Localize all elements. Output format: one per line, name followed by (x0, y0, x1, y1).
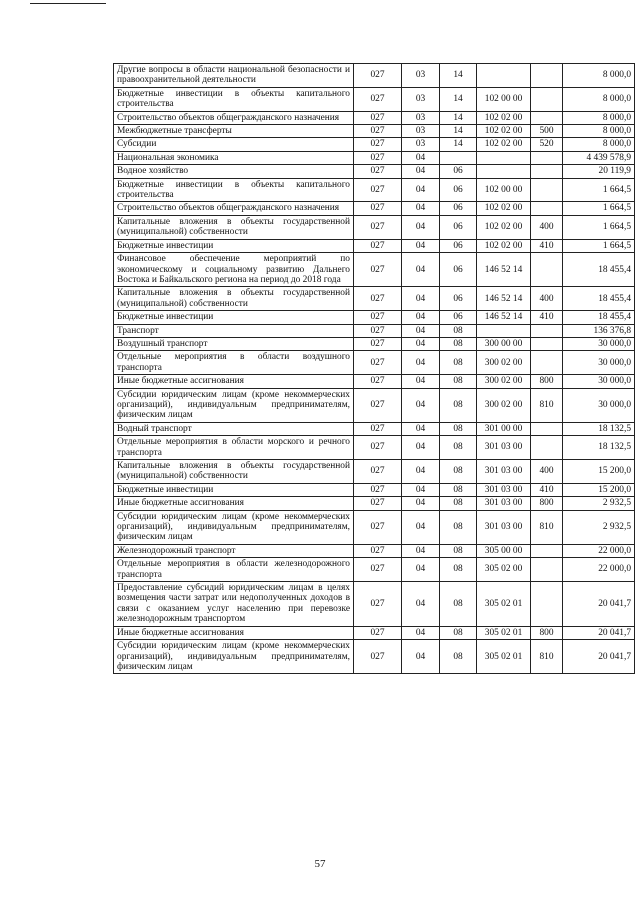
amount: 4 439 578,9 (563, 151, 635, 164)
subsection-code: 08 (440, 558, 477, 582)
target-article-code: 301 03 00 (477, 483, 531, 496)
section-code: 04 (402, 151, 440, 164)
section-code: 03 (402, 111, 440, 124)
target-article-code: 102 00 00 (477, 87, 531, 111)
section-code: 04 (402, 483, 440, 496)
table-row (114, 351, 635, 375)
target-article-code (477, 324, 531, 337)
expense-type-code (531, 422, 563, 435)
expense-type-code: 520 (531, 138, 563, 151)
target-article-code: 146 52 14 (477, 311, 531, 324)
row-name: Бюджетные инвестиции (114, 311, 354, 324)
section-code: 04 (402, 287, 440, 311)
section-code: 03 (402, 125, 440, 138)
amount: 1 664,5 (563, 239, 635, 252)
amount: 8 000,0 (563, 138, 635, 151)
table-row (114, 215, 635, 239)
ministry-code: 027 (354, 215, 402, 239)
subsection-code: 14 (440, 111, 477, 124)
target-article-code: 301 03 00 (477, 510, 531, 544)
ministry-code: 027 (354, 287, 402, 311)
amount: 30 000,0 (563, 351, 635, 375)
budget-table (113, 63, 635, 674)
section-code: 04 (402, 253, 440, 287)
ministry-code: 027 (354, 422, 402, 435)
table-row (114, 388, 635, 422)
target-article-code: 146 52 14 (477, 287, 531, 311)
section-code: 04 (402, 510, 440, 544)
expense-type-code (531, 544, 563, 557)
expense-type-code: 810 (531, 388, 563, 422)
expense-type-code: 400 (531, 460, 563, 484)
row-name: Воздушный транспорт (114, 337, 354, 350)
target-article-code: 102 02 00 (477, 111, 531, 124)
expense-type-code (531, 64, 563, 88)
section-code: 04 (402, 558, 440, 582)
target-article-code: 102 00 00 (477, 178, 531, 202)
subsection-code: 14 (440, 125, 477, 138)
amount: 8 000,0 (563, 87, 635, 111)
table-row (114, 337, 635, 350)
section-code: 04 (402, 582, 440, 627)
subsection-code: 08 (440, 422, 477, 435)
expense-type-code (531, 165, 563, 178)
table-row (114, 422, 635, 435)
ministry-code: 027 (354, 460, 402, 484)
target-article-code (477, 64, 531, 88)
subsection-code: 08 (440, 337, 477, 350)
row-name: Национальная экономика (114, 151, 354, 164)
amount: 1 664,5 (563, 215, 635, 239)
expense-type-code: 500 (531, 125, 563, 138)
ministry-code: 027 (354, 64, 402, 88)
ministry-code: 027 (354, 640, 402, 674)
subsection-code: 06 (440, 165, 477, 178)
subsection-code: 08 (440, 351, 477, 375)
table-row (114, 287, 635, 311)
row-name: Субсидии юридическим лицам (кроме некоммерческих организаций), индивидуальным предпринимателям, физическим лицам (114, 640, 354, 674)
ministry-code: 027 (354, 324, 402, 337)
amount: 22 000,0 (563, 558, 635, 582)
row-name: Бюджетные инвестиции (114, 239, 354, 252)
subsection-code: 08 (440, 324, 477, 337)
ministry-code: 027 (354, 337, 402, 350)
row-name: Отдельные мероприятия в области воздушного транспорта (114, 351, 354, 375)
amount: 2 932,5 (563, 497, 635, 510)
target-article-code: 102 02 00 (477, 202, 531, 215)
ministry-code: 027 (354, 125, 402, 138)
amount: 1 664,5 (563, 178, 635, 202)
subsection-code: 08 (440, 510, 477, 544)
ministry-code: 027 (354, 202, 402, 215)
expense-type-code: 400 (531, 287, 563, 311)
subsection-code: 06 (440, 311, 477, 324)
expense-type-code (531, 151, 563, 164)
table-row (114, 324, 635, 337)
row-name: Транспорт (114, 324, 354, 337)
subsection-code: 08 (440, 436, 477, 460)
row-name: Капитальные вложения в объекты государственной (муниципальной) собственности (114, 287, 354, 311)
section-code: 04 (402, 422, 440, 435)
expense-type-code (531, 178, 563, 202)
subsection-code: 08 (440, 483, 477, 496)
subsection-code: 08 (440, 388, 477, 422)
row-name: Строительство объектов общегражданского назначения (114, 202, 354, 215)
target-article-code: 102 02 00 (477, 239, 531, 252)
expense-type-code: 410 (531, 311, 563, 324)
expense-type-code (531, 87, 563, 111)
ministry-code: 027 (354, 151, 402, 164)
amount: 30 000,0 (563, 337, 635, 350)
target-article-code (477, 165, 531, 178)
expense-type-code: 800 (531, 375, 563, 388)
amount: 18 132,5 (563, 436, 635, 460)
expense-type-code: 800 (531, 497, 563, 510)
row-name: Строительство объектов общегражданского назначения (114, 111, 354, 124)
section-code: 03 (402, 87, 440, 111)
subsection-code: 14 (440, 87, 477, 111)
target-article-code (477, 151, 531, 164)
amount: 15 200,0 (563, 483, 635, 496)
target-article-code: 301 00 00 (477, 422, 531, 435)
section-code: 04 (402, 626, 440, 639)
row-name: Бюджетные инвестиции в объекты капитального строительства (114, 178, 354, 202)
row-name: Субсидии юридическим лицам (кроме некоммерческих организаций), индивидуальным предпринимателям, физическим лицам (114, 510, 354, 544)
ministry-code: 027 (354, 388, 402, 422)
subsection-code: 06 (440, 215, 477, 239)
target-article-code: 146 52 14 (477, 253, 531, 287)
ministry-code: 027 (354, 626, 402, 639)
row-name: Бюджетные инвестиции в объекты капитального строительства (114, 87, 354, 111)
table-row (114, 151, 635, 164)
target-article-code: 305 02 01 (477, 626, 531, 639)
ministry-code: 027 (354, 239, 402, 252)
subsection-code: 06 (440, 239, 477, 252)
section-code: 04 (402, 324, 440, 337)
target-article-code: 301 03 00 (477, 497, 531, 510)
page-number: 57 (314, 858, 326, 870)
ministry-code: 027 (354, 253, 402, 287)
expense-type-code: 810 (531, 640, 563, 674)
ministry-code: 027 (354, 558, 402, 582)
section-code: 04 (402, 165, 440, 178)
expense-type-code (531, 202, 563, 215)
subsection-code: 08 (440, 375, 477, 388)
target-article-code: 102 02 00 (477, 125, 531, 138)
section-code: 04 (402, 178, 440, 202)
ministry-code: 027 (354, 178, 402, 202)
amount: 1 664,5 (563, 202, 635, 215)
table-row (114, 111, 635, 124)
ministry-code: 027 (354, 436, 402, 460)
row-name: Иные бюджетные ассигнования (114, 375, 354, 388)
row-name: Водное хозяйство (114, 165, 354, 178)
target-article-code: 300 00 00 (477, 337, 531, 350)
amount: 8 000,0 (563, 125, 635, 138)
subsection-code: 06 (440, 202, 477, 215)
amount: 8 000,0 (563, 64, 635, 88)
section-code: 04 (402, 239, 440, 252)
table-row (114, 460, 635, 484)
expense-type-code: 810 (531, 510, 563, 544)
table-row (114, 497, 635, 510)
amount: 30 000,0 (563, 375, 635, 388)
section-code: 04 (402, 337, 440, 350)
table-row (114, 138, 635, 151)
section-code: 04 (402, 202, 440, 215)
table-row (114, 483, 635, 496)
amount: 18 455,4 (563, 311, 635, 324)
table-row (114, 239, 635, 252)
row-name: Капитальные вложения в объекты государственной (муниципальной) собственности (114, 460, 354, 484)
table-row (114, 626, 635, 639)
amount: 20 119,9 (563, 165, 635, 178)
ministry-code: 027 (354, 544, 402, 557)
section-code: 04 (402, 388, 440, 422)
target-article-code: 102 02 00 (477, 215, 531, 239)
expense-type-code: 410 (531, 239, 563, 252)
expense-type-code (531, 253, 563, 287)
row-name: Бюджетные инвестиции (114, 483, 354, 496)
section-code: 04 (402, 497, 440, 510)
table-row (114, 178, 635, 202)
subsection-code: 08 (440, 626, 477, 639)
subsection-code: 08 (440, 544, 477, 557)
subsection-code: 14 (440, 64, 477, 88)
ministry-code: 027 (354, 87, 402, 111)
expense-type-code: 800 (531, 626, 563, 639)
amount: 20 041,7 (563, 626, 635, 639)
row-name: Финансовое обеспечение мероприятий по экономическому и социальному развитию Дальнего Востока и Байкальского региона на период до 2018 года (114, 253, 354, 287)
row-name: Иные бюджетные ассигнования (114, 626, 354, 639)
table-body (114, 64, 635, 674)
section-code: 04 (402, 215, 440, 239)
subsection-code: 14 (440, 138, 477, 151)
target-article-code: 102 02 00 (477, 138, 531, 151)
subsection-code: 06 (440, 178, 477, 202)
section-code: 04 (402, 640, 440, 674)
target-article-code: 305 02 01 (477, 640, 531, 674)
amount: 18 132,5 (563, 422, 635, 435)
amount: 18 455,4 (563, 287, 635, 311)
expense-type-code (531, 582, 563, 627)
target-article-code: 301 03 00 (477, 436, 531, 460)
ministry-code: 027 (354, 497, 402, 510)
table-row (114, 125, 635, 138)
row-name: Железнодорожный транспорт (114, 544, 354, 557)
amount: 20 041,7 (563, 582, 635, 627)
table-row (114, 253, 635, 287)
ministry-code: 027 (354, 165, 402, 178)
top-rule (30, 3, 106, 4)
expense-type-code: 400 (531, 215, 563, 239)
subsection-code: 08 (440, 460, 477, 484)
row-name: Предоставление субсидий юридическим лицам в целях возмещения части затрат или недополученных доходов в связи с оказанием услуг населению при перевозке железнодорожным транспортом (114, 582, 354, 627)
amount: 15 200,0 (563, 460, 635, 484)
table-row (114, 87, 635, 111)
table-row (114, 64, 635, 88)
table-row (114, 436, 635, 460)
row-name: Иные бюджетные ассигнования (114, 497, 354, 510)
row-name: Водный транспорт (114, 422, 354, 435)
expense-type-code (531, 351, 563, 375)
ministry-code: 027 (354, 311, 402, 324)
expense-type-code (531, 558, 563, 582)
table-row (114, 558, 635, 582)
table-row (114, 202, 635, 215)
section-code: 03 (402, 64, 440, 88)
amount: 30 000,0 (563, 388, 635, 422)
ministry-code: 027 (354, 582, 402, 627)
row-name: Отдельные мероприятия в области железнодорожного транспорта (114, 558, 354, 582)
row-name: Другие вопросы в области национальной безопасности и правоохранительной деятельности (114, 64, 354, 88)
section-code: 04 (402, 311, 440, 324)
target-article-code: 305 02 00 (477, 558, 531, 582)
table-row (114, 375, 635, 388)
amount: 8 000,0 (563, 111, 635, 124)
ministry-code: 027 (354, 483, 402, 496)
ministry-code: 027 (354, 111, 402, 124)
section-code: 04 (402, 351, 440, 375)
row-name: Капитальные вложения в объекты государственной (муниципальной) собственности (114, 215, 354, 239)
table-row (114, 640, 635, 674)
section-code: 04 (402, 544, 440, 557)
ministry-code: 027 (354, 375, 402, 388)
subsection-code: 06 (440, 253, 477, 287)
table-row (114, 582, 635, 627)
amount: 136 376,8 (563, 324, 635, 337)
section-code: 04 (402, 375, 440, 388)
section-code: 04 (402, 436, 440, 460)
subsection-code: 08 (440, 640, 477, 674)
subsection-code: 06 (440, 287, 477, 311)
row-name: Отдельные мероприятия в области морского и речного транспорта (114, 436, 354, 460)
target-article-code: 300 02 00 (477, 375, 531, 388)
subsection-code: 08 (440, 497, 477, 510)
subsection-code (440, 151, 477, 164)
subsection-code: 08 (440, 582, 477, 627)
expense-type-code (531, 111, 563, 124)
ministry-code: 027 (354, 510, 402, 544)
row-name: Межбюджетные трансферты (114, 125, 354, 138)
amount: 22 000,0 (563, 544, 635, 557)
target-article-code: 305 02 01 (477, 582, 531, 627)
section-code: 04 (402, 460, 440, 484)
amount: 18 455,4 (563, 253, 635, 287)
expense-type-code (531, 324, 563, 337)
amount: 20 041,7 (563, 640, 635, 674)
target-article-code: 300 02 00 (477, 388, 531, 422)
table-row (114, 544, 635, 557)
table-row (114, 510, 635, 544)
expense-type-code: 410 (531, 483, 563, 496)
ministry-code: 027 (354, 138, 402, 151)
amount: 2 932,5 (563, 510, 635, 544)
target-article-code: 301 03 00 (477, 460, 531, 484)
expense-type-code (531, 436, 563, 460)
target-article-code: 305 00 00 (477, 544, 531, 557)
expense-type-code (531, 337, 563, 350)
target-article-code: 300 02 00 (477, 351, 531, 375)
section-code: 03 (402, 138, 440, 151)
row-name: Субсидии (114, 138, 354, 151)
table-row (114, 165, 635, 178)
row-name: Субсидии юридическим лицам (кроме некоммерческих организаций), индивидуальным предпринимателям, физическим лицам (114, 388, 354, 422)
ministry-code: 027 (354, 351, 402, 375)
table-row (114, 311, 635, 324)
